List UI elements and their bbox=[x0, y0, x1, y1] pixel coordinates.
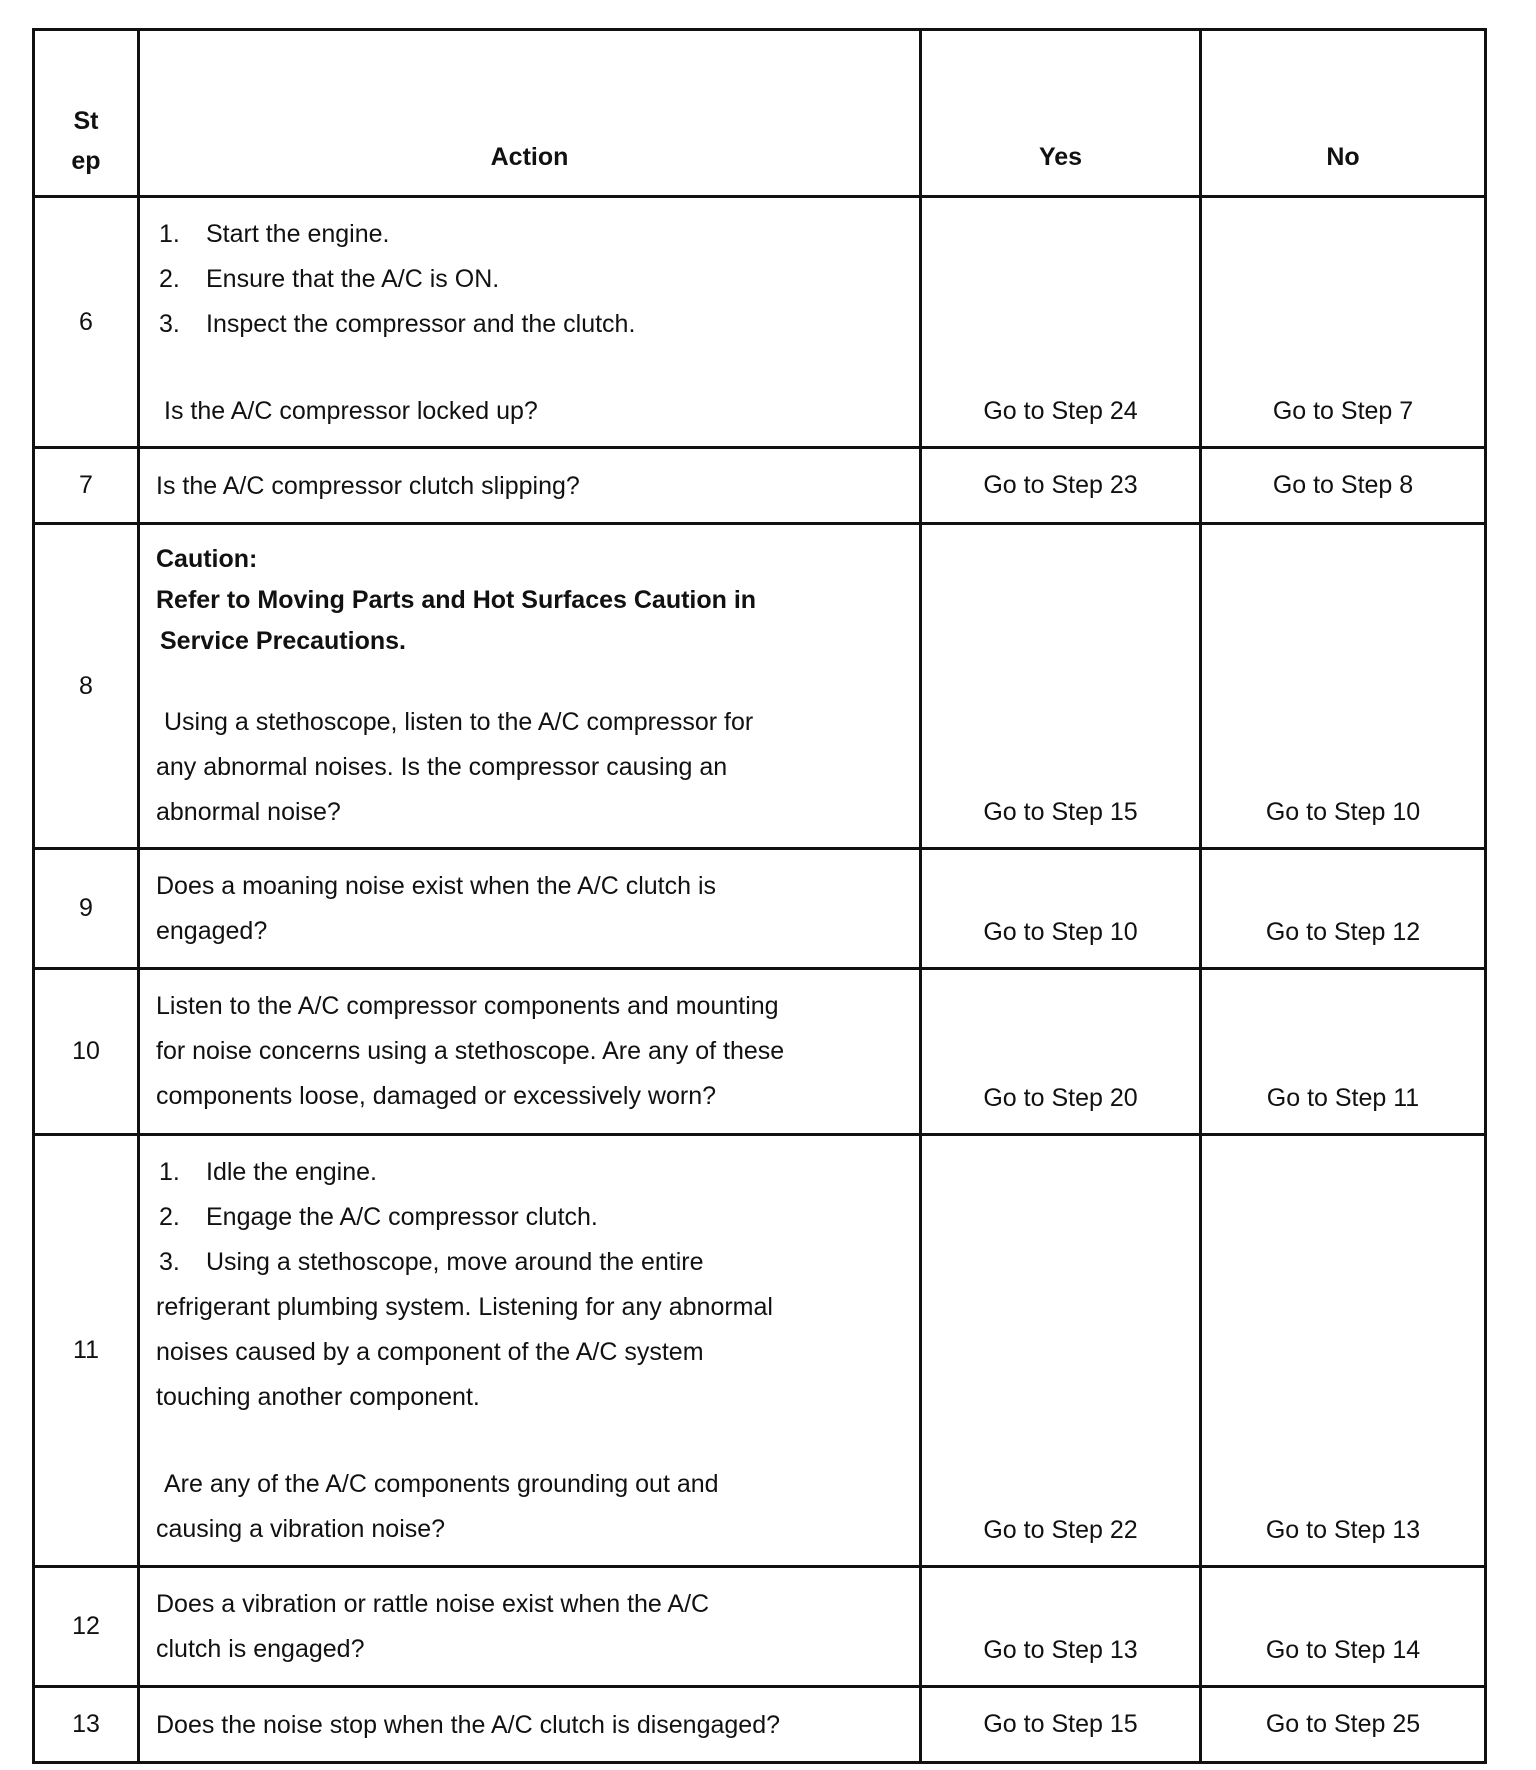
action-text-line: Does a vibration or rattle noise exist when the A/C bbox=[156, 1590, 710, 1618]
list-item: 1. Start the engine. bbox=[156, 212, 905, 257]
yes-cell: Go to Step 22 bbox=[921, 1135, 1201, 1567]
no-cell: Go to Step 7 bbox=[1201, 197, 1486, 448]
caution-title: Caution: bbox=[156, 545, 258, 573]
header-action: Action bbox=[139, 30, 921, 197]
action-text-line: engaged? bbox=[156, 917, 268, 945]
list-item: 3. Inspect the compressor and the clutch. bbox=[156, 302, 905, 347]
header-no: No bbox=[1201, 30, 1486, 197]
yes-cell: Go to Step 23 bbox=[921, 448, 1201, 524]
table-row bbox=[34, 1135, 1486, 1567]
table-row bbox=[34, 197, 1486, 448]
question-text-line: Are any of the A/C components grounding out and bbox=[164, 1470, 719, 1498]
list-item-text: Using a stethoscope, move around the entire bbox=[206, 1248, 704, 1276]
header-row bbox=[34, 30, 1486, 197]
action-text-line: components loose, damaged or excessively worn? bbox=[156, 1082, 717, 1110]
list-item-continuation: noises caused by a component of the A/C system bbox=[156, 1338, 704, 1366]
list-item-text: Engage the A/C compressor clutch. bbox=[206, 1203, 598, 1231]
table-row bbox=[34, 524, 1486, 849]
action-text-line: Does a moaning noise exist when the A/C clutch is bbox=[156, 872, 717, 900]
action-text: Does the noise stop when the A/C clutch is disengaged? bbox=[156, 1711, 781, 1739]
action-cell bbox=[139, 1567, 921, 1687]
question-text: Is the A/C compressor locked up? bbox=[164, 397, 538, 425]
step-number: 12 bbox=[34, 1567, 139, 1687]
action-cell bbox=[139, 1687, 921, 1763]
list-item-text: Start the engine. bbox=[206, 220, 390, 248]
header-step bbox=[34, 30, 139, 197]
list-item-text: Idle the engine. bbox=[206, 1158, 377, 1186]
header-step-line1: St bbox=[73, 107, 99, 135]
step-number: 11 bbox=[34, 1135, 139, 1567]
list-item: 2. Engage the A/C compressor clutch. bbox=[156, 1195, 905, 1240]
caution-text-line: Service Precautions. bbox=[160, 627, 406, 655]
list-item: 2. Ensure that the A/C is ON. bbox=[156, 257, 905, 302]
action-text-line: Using a stethoscope, listen to the A/C compressor for bbox=[164, 708, 754, 736]
yes-cell: Go to Step 15 bbox=[921, 1687, 1201, 1763]
action-text-line: Listen to the A/C compressor components and mounting bbox=[156, 992, 779, 1020]
list-item: 3. Using a stethoscope, move around the entire bbox=[156, 1240, 905, 1285]
no-cell: Go to Step 11 bbox=[1201, 969, 1486, 1135]
table-row bbox=[34, 1567, 1486, 1687]
yes-cell: Go to Step 24 bbox=[921, 197, 1201, 448]
yes-cell: Go to Step 10 bbox=[921, 849, 1201, 969]
yes-cell: Go to Step 15 bbox=[921, 524, 1201, 849]
action-text-line: for noise concerns using a stethoscope. Are any of these bbox=[156, 1037, 785, 1065]
yes-cell: Go to Step 13 bbox=[921, 1567, 1201, 1687]
list-item-text: Inspect the compressor and the clutch. bbox=[206, 310, 636, 338]
action-cell bbox=[139, 969, 921, 1135]
action-text-line: abnormal noise? bbox=[156, 798, 341, 826]
list-item: 1. Idle the engine. bbox=[156, 1150, 905, 1195]
step-number: 10 bbox=[34, 969, 139, 1135]
action-cell bbox=[139, 849, 921, 969]
step-number: 7 bbox=[34, 448, 139, 524]
table-row bbox=[34, 849, 1486, 969]
step-number: 13 bbox=[34, 1687, 139, 1763]
yes-cell: Go to Step 20 bbox=[921, 969, 1201, 1135]
question-text-line: causing a vibration noise? bbox=[156, 1515, 446, 1543]
list-item-text: Ensure that the A/C is ON. bbox=[206, 265, 500, 293]
no-cell: Go to Step 10 bbox=[1201, 524, 1486, 849]
no-cell: Go to Step 12 bbox=[1201, 849, 1486, 969]
table-row bbox=[34, 448, 1486, 524]
table-row bbox=[34, 1687, 1486, 1763]
action-cell bbox=[139, 448, 921, 524]
step-number: 6 bbox=[34, 197, 139, 448]
header-step-line2: ep bbox=[71, 147, 101, 175]
no-cell: Go to Step 13 bbox=[1201, 1135, 1486, 1567]
step-number: 9 bbox=[34, 849, 139, 969]
action-text-line: clutch is engaged? bbox=[156, 1635, 365, 1663]
diagnostic-table bbox=[32, 28, 1487, 1764]
no-cell: Go to Step 8 bbox=[1201, 448, 1486, 524]
list-item-continuation: touching another component. bbox=[156, 1383, 480, 1411]
action-cell bbox=[139, 524, 921, 849]
list-item-continuation: refrigerant plumbing system. Listening for any abnormal bbox=[156, 1293, 773, 1321]
action-text: Is the A/C compressor clutch slipping? bbox=[156, 472, 580, 500]
step-number: 8 bbox=[34, 524, 139, 849]
action-text-line: any abnormal noises. Is the compressor causing an bbox=[156, 753, 728, 781]
action-cell bbox=[139, 197, 921, 448]
no-cell: Go to Step 14 bbox=[1201, 1567, 1486, 1687]
caution-text-line: Refer to Moving Parts and Hot Surfaces Caution in bbox=[156, 586, 757, 614]
action-cell bbox=[139, 1135, 921, 1567]
no-cell: Go to Step 25 bbox=[1201, 1687, 1486, 1763]
table-row bbox=[34, 969, 1486, 1135]
header-yes: Yes bbox=[921, 30, 1201, 197]
